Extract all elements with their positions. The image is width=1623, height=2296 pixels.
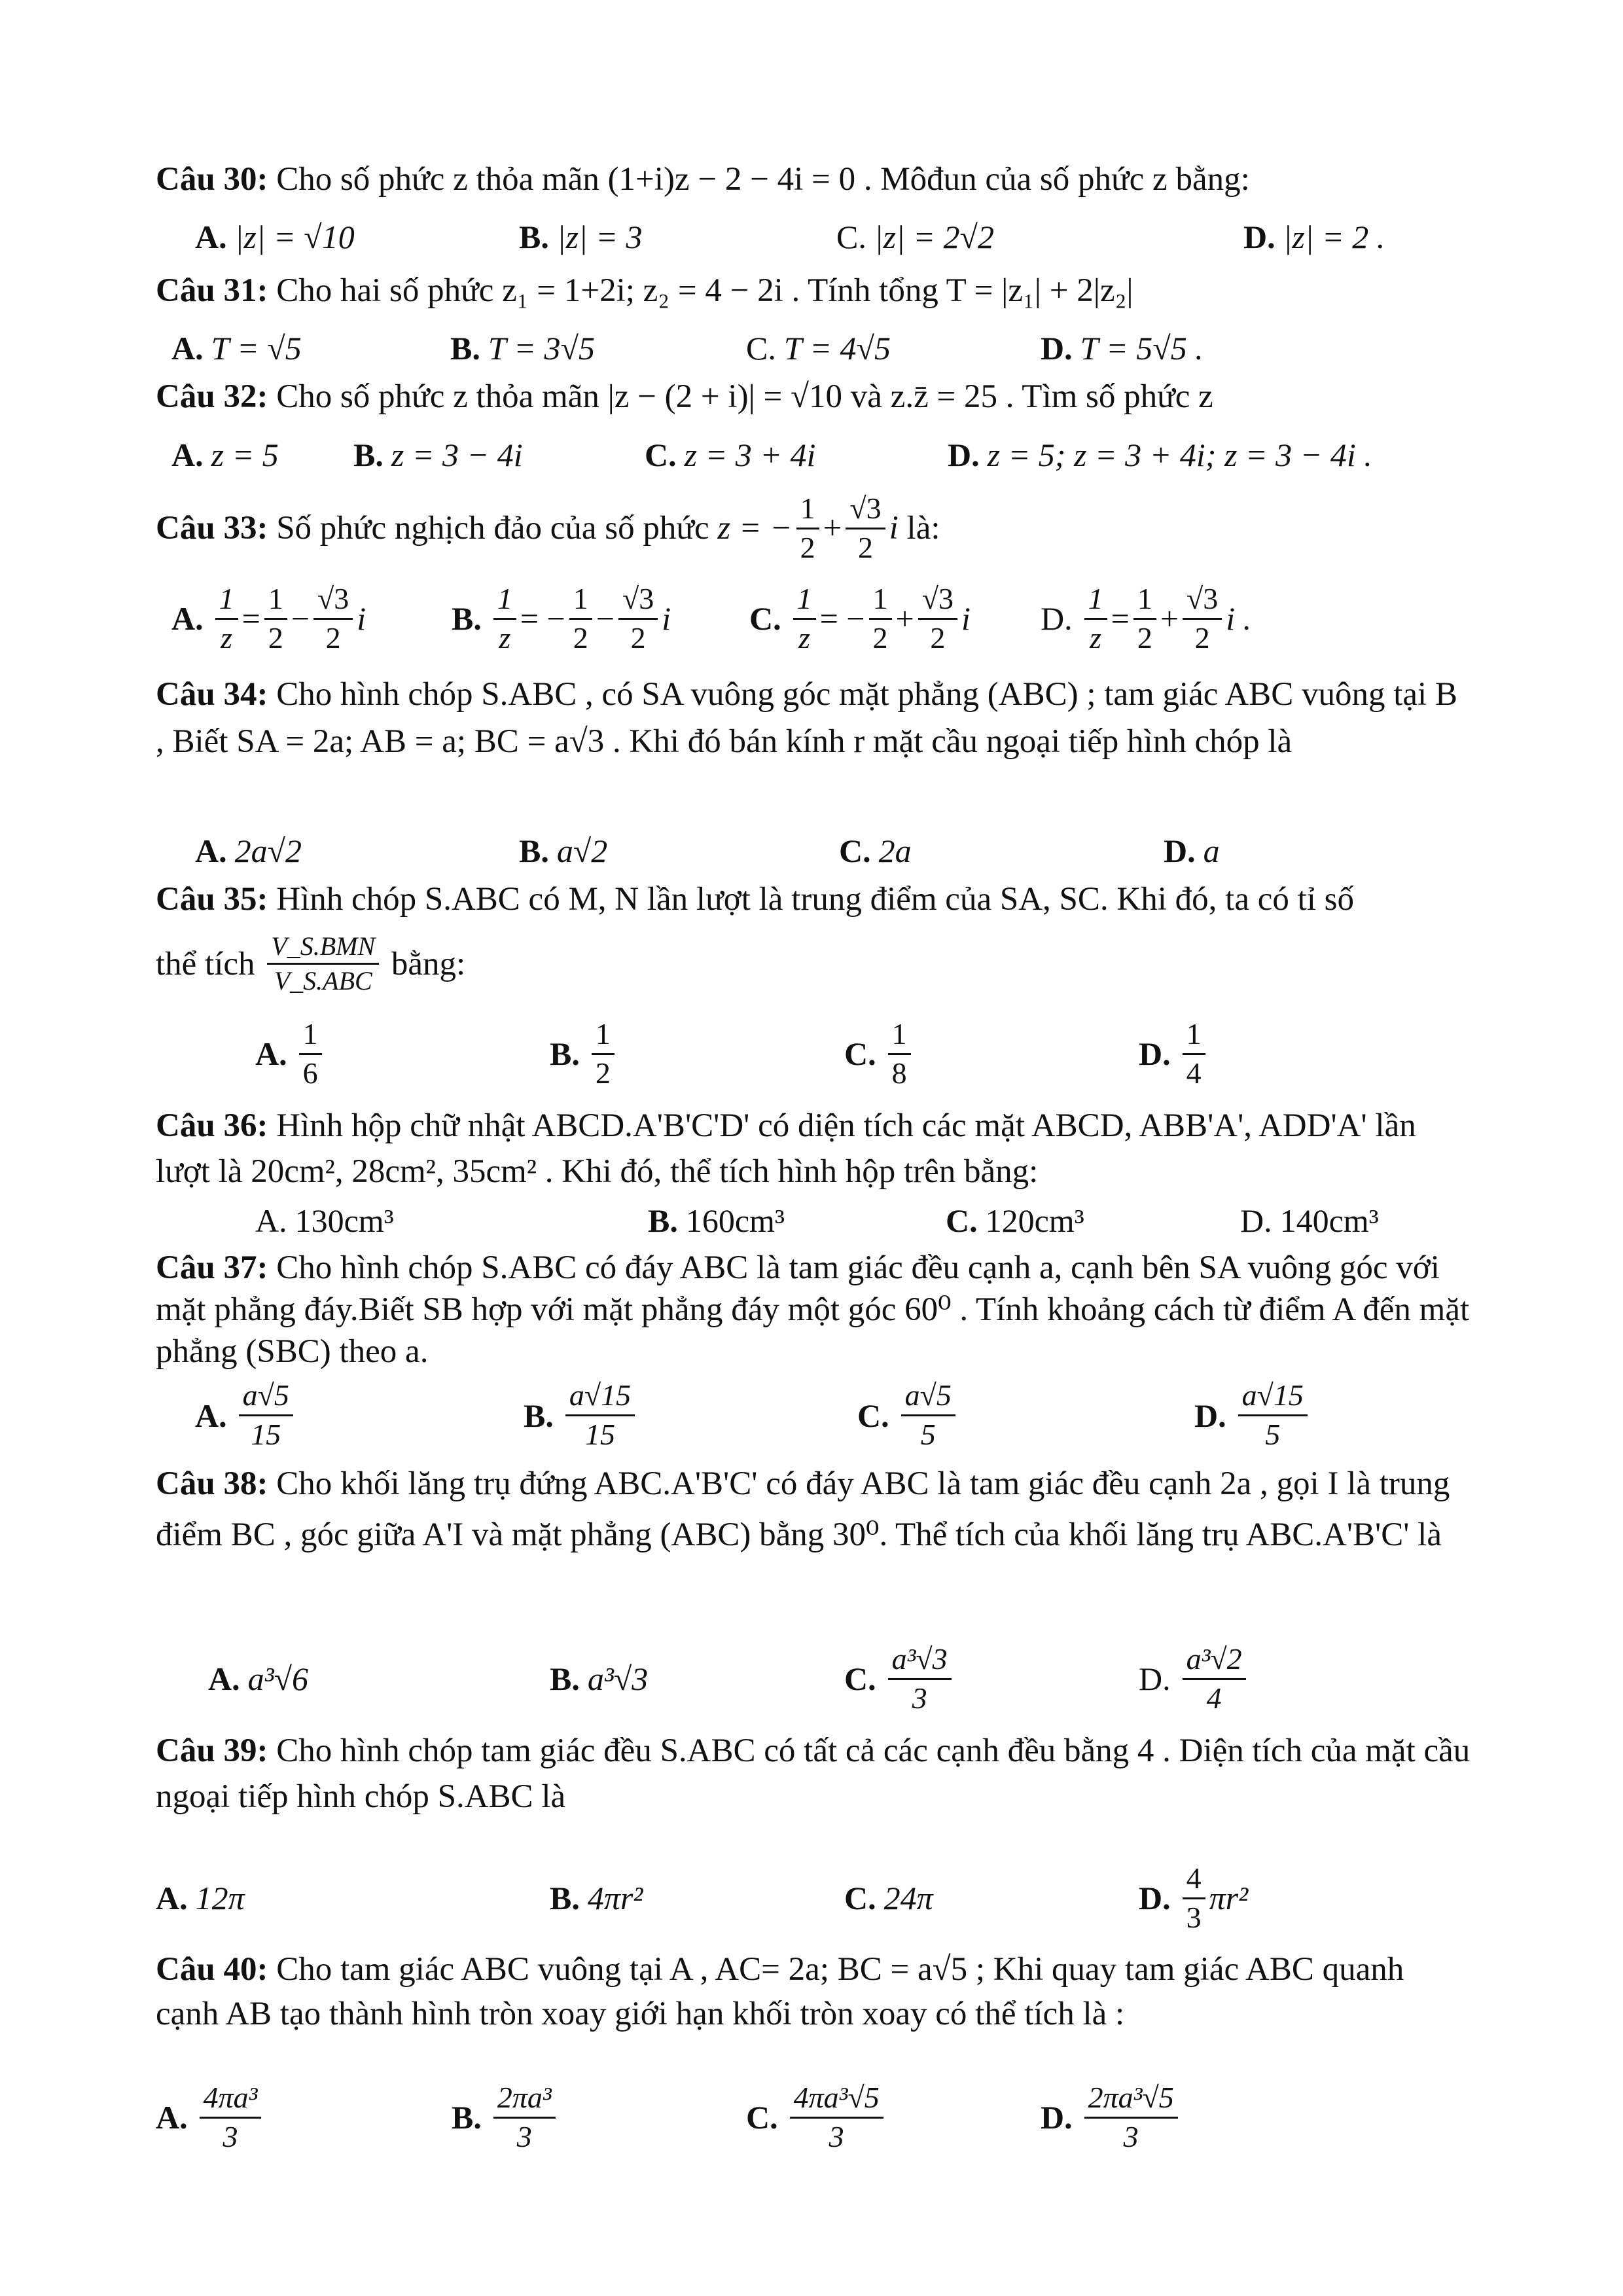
option-d[interactable]: D. $\frac{\text{2πa³√5}}{3}$ xyxy=(1041,2075,1182,2160)
question-label: Câu 39: xyxy=(156,1732,268,1769)
question-text: Cho số phức z thỏa mãn (1+i)z − 2 − 4i = 0 . Môđun của số phức z bằng: xyxy=(276,161,1250,198)
question-text: Cho hình chóp S.ABC có đáy ABC là tam giác đều cạnh a, cạnh bên SA vuông góc với mặt phẳng đáy.Biết SB hợp với mặt phẳng đáy một góc 60⁰ . Tính khoảng cách từ điểm A đến mặt phẳng (SBC) theo a. xyxy=(156,1249,1470,1370)
option-c[interactable]: C. 2a xyxy=(839,833,912,869)
question-32 xyxy=(156,374,1471,419)
option-c[interactable]: C. $\frac{1}{8}$ xyxy=(844,1014,915,1093)
fraction: $\frac{√3}{2}$ xyxy=(846,492,885,565)
question-33: Câu 33: Số phức nghịch đảo của số phức z = − $\frac{1}{2}$ + $\frac{√3}{2}$ i là: xyxy=(156,491,940,564)
question-text: Số phức nghịch đảo của số phức xyxy=(276,510,709,547)
options-31 xyxy=(0,319,1623,378)
question-label: Câu 37: xyxy=(156,1249,268,1286)
option-d[interactable]: D. $\frac{1}{z}$ = $\frac{1}{2}$ + $\frac{√3}{2}$ i . xyxy=(1041,581,1252,655)
option-c[interactable]: C. 120cm³ xyxy=(946,1202,1084,1239)
question-36 xyxy=(156,1103,1471,1194)
question-label: Câu 34: xyxy=(156,676,268,713)
option-a[interactable]: A. 2a√2 xyxy=(195,833,302,869)
option-b[interactable]: B. a√2 xyxy=(519,833,608,869)
options-35 xyxy=(0,1014,1623,1093)
option-b[interactable]: B. z = 3 − 4i xyxy=(353,437,523,473)
option-a[interactable]: A. $\frac{\text{4πa³}}{3}$ xyxy=(156,2075,265,2160)
question-38 xyxy=(156,1458,1471,1560)
question-35 xyxy=(156,877,1471,922)
option-d[interactable]: D. z = 5; z = 3 + 4i; z = 3 − 4i . xyxy=(948,437,1372,473)
option-b[interactable]: B. $\frac{1}{2}$ xyxy=(550,1014,618,1093)
option-c[interactable]: C. $\frac{\text{4πa³√5}}{3}$ xyxy=(746,2075,887,2160)
option-c[interactable]: C. $\frac{a√5}{5}$ xyxy=(857,1374,959,1456)
question-30 xyxy=(156,157,1471,202)
options-34 xyxy=(0,821,1623,880)
option-c[interactable]: C. 24π xyxy=(844,1880,933,1916)
option-a[interactable]: A. a³√6 xyxy=(208,1660,309,1697)
option-a[interactable]: A. 12π xyxy=(156,1880,245,1916)
question-text: Hình chóp S.ABC có M, N lần lượt là trung điểm của SA, SC. Khi đó, ta có tỉ số xyxy=(276,881,1355,918)
option-a[interactable]: A. |z| = √10 xyxy=(195,219,355,255)
options-39 xyxy=(0,1859,1623,1937)
option-d[interactable]: D. $\frac{4}{3}$ πr² xyxy=(1139,1861,1249,1934)
question-text: Cho hình chóp S.ABC , có SA vuông góc mặt phẳng (ABC) ; tam giác ABC vuông tại B , Biết SA = 2a; AB = a; BC = a√3 . Khi đó bán kính r mặt cầu ngoại tiếp hình chóp là xyxy=(156,676,1457,760)
option-b[interactable]: B. T = 3√5 xyxy=(450,330,595,367)
option-c[interactable]: C. T = 4√5 xyxy=(746,330,891,367)
options-40 xyxy=(0,2075,1623,2160)
question-label: Câu 33: xyxy=(156,510,268,547)
question-text: Cho khối lăng trụ đứng ABC.A'B'C' có đáy ABC là tam giác đều cạnh 2a , gọi I là trung điểm BC , góc giữa A'I và mặt phẳng (ABC) bằng 30⁰. Thể tích của khối lăng trụ ABC.A'B'C' là xyxy=(156,1465,1450,1553)
question-text: Cho tam giác ABC vuông tại A , AC= 2a; BC = a√5 ; Khi quay tam giác ABC quanh cạnh AB tạo thành hình tròn xoay giới hạn khối tròn xoay có thể tích là : xyxy=(156,1951,1404,2032)
question-39 xyxy=(156,1728,1471,1820)
option-c[interactable]: C. $\frac{\text{a³√3}}{3}$ xyxy=(844,1636,955,1721)
option-a[interactable]: A. T = √5 xyxy=(171,330,302,367)
question-text: Cho hình chóp tam giác đều S.ABC có tất cả các cạnh đều bằng 4 . Diện tích của mặt cầu ngoại tiếp hình chóp S.ABC là xyxy=(156,1732,1471,1815)
question-label: Câu 30: xyxy=(156,161,268,198)
question-label: Câu 31: xyxy=(156,272,268,309)
options-38 xyxy=(0,1636,1623,1721)
option-c[interactable]: C. |z| = 2√2 xyxy=(836,219,994,255)
question-label: Câu 36: xyxy=(156,1107,268,1144)
options-33 xyxy=(0,576,1623,661)
question-31 xyxy=(156,268,1471,313)
option-b[interactable]: B. a³√3 xyxy=(550,1660,649,1697)
option-c[interactable]: C. $\frac{1}{z}$ = − $\frac{1}{2}$ + $\frac{√3}{2}$ i xyxy=(749,581,971,655)
question-label: Câu 35: xyxy=(156,881,268,918)
question-35-line2: thể tích $\frac{\text{V\_S.BMN}}{\text{V\_S.ABC}}$ bằng: xyxy=(156,931,466,996)
question-text: Hình hộp chữ nhật ABCD.A'B'C'D' có diện tích các mặt ABCD, ABB'A', ADD'A' lần lượt là 20cm², 28cm², 35cm² . Khi đó, thể tích hình hộp trên bằng: xyxy=(156,1107,1416,1190)
option-a[interactable]: A. $\frac{a√5}{15}$ xyxy=(195,1374,297,1456)
option-b[interactable]: B. 4πr² xyxy=(550,1880,643,1916)
option-d[interactable]: D. $\frac{1}{4}$ xyxy=(1139,1014,1209,1093)
option-b[interactable]: B. $\frac{1}{z}$ = − $\frac{1}{2}$ − $\frac{√3}{2}$ i xyxy=(452,581,671,655)
question-label: Câu 38: xyxy=(156,1465,268,1502)
options-30 xyxy=(0,207,1623,266)
option-a[interactable]: A. 130cm³ xyxy=(255,1202,394,1239)
option-d[interactable]: D. T = 5√5 . xyxy=(1041,330,1204,367)
option-b[interactable]: B. $\frac{\text{2πa³}}{3}$ xyxy=(452,2075,560,2160)
option-d[interactable]: D. 140cm³ xyxy=(1240,1202,1379,1239)
options-32 xyxy=(0,425,1623,484)
option-b[interactable]: B. $\frac{a√15}{15}$ xyxy=(524,1374,639,1456)
question-40 xyxy=(156,1947,1471,2036)
question-label: Câu 40: xyxy=(156,1951,268,1988)
options-36 xyxy=(0,1198,1623,1244)
option-c[interactable]: C. z = 3 + 4i xyxy=(645,437,816,473)
question-34 xyxy=(156,671,1471,765)
options-37 xyxy=(0,1374,1623,1456)
option-b[interactable]: B. 160cm³ xyxy=(648,1202,785,1239)
option-b[interactable]: B. |z| = 3 xyxy=(519,219,643,255)
option-a[interactable]: A. $\frac{1}{6}$ xyxy=(255,1014,326,1093)
option-d[interactable]: D. $\frac{a√15}{5}$ xyxy=(1194,1374,1311,1456)
option-a[interactable]: A. z = 5 xyxy=(171,437,279,473)
question-37 xyxy=(156,1247,1471,1372)
option-d[interactable]: D. |z| = 2 . xyxy=(1243,219,1385,255)
question-text: Cho hai số phức z₁ = 1+2i; z₂ = 4 − 2i . Tính tổng T = |z₁| + 2|z₂| xyxy=(276,272,1133,309)
question-label: Câu 32: xyxy=(156,378,268,415)
option-d[interactable]: D. a xyxy=(1164,833,1220,869)
fraction: $\frac{1}{2}$ xyxy=(796,492,819,565)
question-text: Cho số phức z thỏa mãn |z − (2 + i)| = √10 và z.z̄ = 25 . Tìm số phức z xyxy=(276,378,1213,415)
option-a[interactable]: A. $\frac{1}{z}$ = $\frac{1}{2}$ − $\frac{√3}{2}$ i xyxy=(171,581,366,655)
option-d[interactable]: D. $\frac{\text{a³√2}}{4}$ xyxy=(1139,1636,1250,1721)
